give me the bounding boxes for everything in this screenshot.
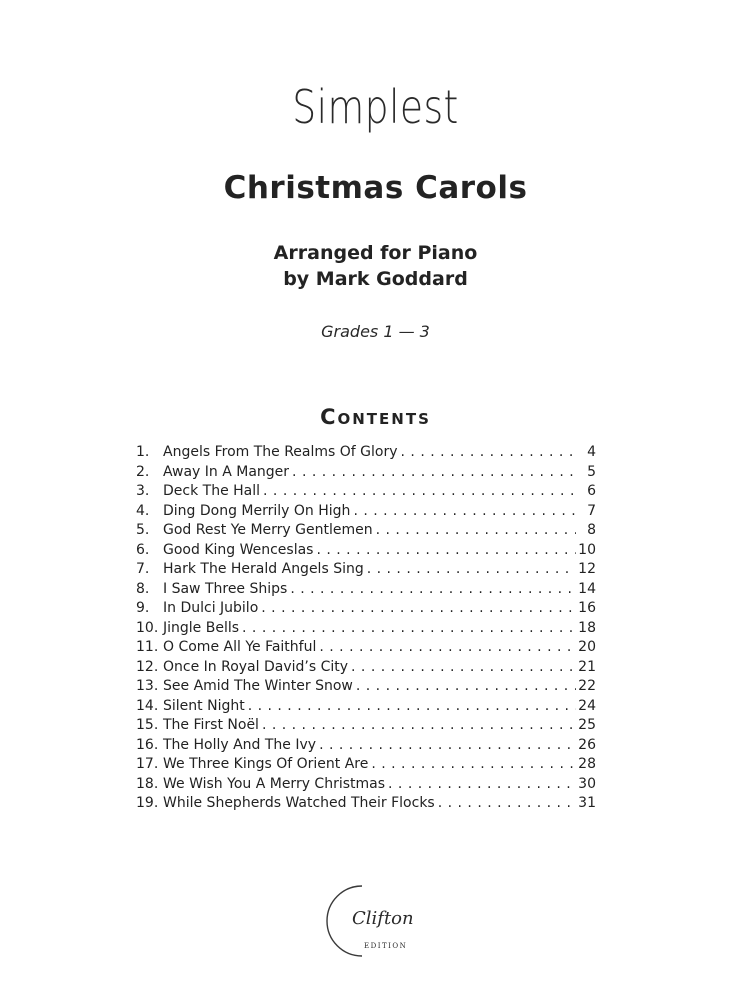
toc-entry (136, 795, 596, 815)
toc-entry-number: 11. (136, 639, 159, 655)
toc-entry-number: 10. (136, 619, 159, 636)
toc-entry-number: 4. (136, 502, 150, 519)
toc-entry-number: 2. (136, 463, 150, 480)
toc-entry-page: 5 (587, 463, 596, 480)
toc-dot-leader (248, 698, 576, 714)
toc-entry-number: 17. (136, 756, 159, 772)
toc-entry-page: 28 (578, 756, 596, 772)
toc-entry-number: 3. (136, 483, 150, 499)
toc-dot-leader (319, 737, 576, 753)
toc-entry (136, 444, 596, 464)
toc-entry (136, 483, 596, 503)
logo-name: Clifton (352, 908, 414, 929)
toc-entry-title: Ding Dong Merrily On High (163, 502, 351, 519)
page-title: Simplest (292, 80, 459, 134)
toc-entry-title: God Rest Ye Merry Gentlemen (163, 522, 373, 538)
toc-entry-number: 18. (136, 775, 159, 792)
arranger-name-line: by Mark Goddard (283, 268, 468, 290)
toc-dot-leader (401, 444, 576, 460)
toc-entry-number: 7. (136, 561, 150, 577)
toc-entry (136, 717, 596, 737)
toc-entry-page: 30 (578, 775, 596, 792)
toc-entry (136, 678, 596, 698)
toc-entry-title: Once In Royal David’s City (163, 658, 349, 675)
toc-entry-page: 14 (578, 580, 596, 597)
toc-entry-page: 25 (578, 717, 596, 733)
toc-entry-number: 9. (136, 600, 150, 616)
toc-entry-number: 6. (136, 541, 150, 558)
toc-entry-title: See Amid The Winter Snow (163, 678, 353, 694)
toc-entry (136, 756, 596, 776)
toc-entry-page: 18 (578, 619, 596, 636)
contents-heading: Contents (320, 405, 431, 429)
toc-entry-title: The First Noël (163, 717, 259, 733)
toc-entry-page: 12 (578, 561, 596, 577)
toc-entry (136, 503, 596, 523)
toc-entry-title: Good King Wenceslas (163, 541, 314, 558)
toc-entry-number: 13. (136, 678, 159, 694)
toc-entry-page: 8 (587, 522, 596, 538)
toc-entry (136, 639, 596, 659)
toc-entry-page: 7 (587, 502, 596, 519)
toc-dot-leader (292, 464, 576, 480)
toc-entry-title: O Come All Ye Faithful (163, 639, 317, 655)
toc-entry-number: 8. (136, 580, 150, 597)
toc-dot-leader (388, 776, 576, 792)
toc-dot-leader (371, 756, 576, 772)
toc-entry (136, 600, 596, 620)
toc-entry (136, 620, 596, 640)
toc-entry (136, 776, 596, 796)
toc-entry-title: We Three Kings Of Orient Are (163, 756, 369, 772)
toc-dot-leader (316, 542, 576, 558)
toc-dot-leader (319, 639, 576, 655)
toc-entry-number: 19. (136, 795, 159, 811)
toc-entry-number: 16. (136, 736, 159, 753)
toc-entry (136, 561, 596, 581)
toc-entry-page: 16 (578, 600, 596, 616)
grades-label: Grades 1 — 3 (321, 322, 430, 341)
toc-entry-number: 12. (136, 658, 159, 675)
toc-entry-page: 20 (578, 639, 596, 655)
toc-entry-page: 26 (578, 736, 596, 753)
toc-entry-page: 21 (578, 658, 596, 675)
toc-entry-title: We Wish You A Merry Christmas (163, 775, 386, 792)
toc-entry-title: Hark The Herald Angels Sing (163, 561, 364, 577)
clifton-edition-logo (322, 880, 432, 962)
toc-entry-title: Away In A Manger (163, 463, 290, 480)
toc-entry-number: 5. (136, 522, 150, 538)
toc-dot-leader (351, 659, 576, 675)
toc-entry-page: 10 (578, 541, 596, 558)
toc-entry-page: 22 (578, 678, 596, 694)
toc-dot-leader (242, 620, 576, 636)
page-subtitle: Christmas Carols (223, 170, 528, 206)
toc-dot-leader (262, 717, 576, 733)
toc-dot-leader (290, 581, 576, 597)
toc-entry-number: 1. (136, 444, 150, 460)
toc-entry-page: 4 (587, 444, 596, 460)
toc-entry (136, 698, 596, 718)
toc-entry (136, 659, 596, 679)
toc-dot-leader (263, 483, 576, 499)
arranger-block (0, 240, 751, 292)
toc-dot-leader (376, 522, 576, 538)
toc-entry (136, 737, 596, 757)
toc-entry-page: 24 (578, 697, 596, 714)
toc-entry-title: In Dulci Jubilo (163, 600, 259, 616)
toc-entry-title: Deck The Hall (163, 483, 261, 499)
toc-entry (136, 542, 596, 562)
toc-dot-leader (261, 600, 576, 616)
logo-tagline: EDITION (364, 942, 408, 950)
toc-entry-number: 14. (136, 697, 159, 714)
arranged-for-line: Arranged for Piano (273, 242, 478, 264)
toc-entry-title: Silent Night (163, 697, 245, 714)
toc-entry (136, 464, 596, 484)
toc-entry-title: The Holly And The Ivy (163, 736, 317, 753)
logo-graphic (322, 880, 432, 962)
table-of-contents (136, 444, 596, 815)
toc-entry-title: Angels From The Realms Of Glory (163, 444, 398, 460)
toc-entry-title: Jingle Bells (163, 619, 240, 636)
toc-entry (136, 522, 596, 542)
toc-entry-number: 15. (136, 717, 159, 733)
toc-dot-leader (353, 503, 576, 519)
toc-entry-page: 6 (587, 483, 596, 499)
toc-entry-title: While Shepherds Watched Their Flocks (163, 795, 435, 811)
toc-entry-title: I Saw Three Ships (163, 580, 288, 597)
toc-entry (136, 581, 596, 601)
toc-entry-page: 31 (578, 795, 596, 811)
toc-dot-leader (367, 561, 576, 577)
toc-dot-leader (356, 678, 576, 694)
toc-dot-leader (438, 795, 576, 811)
